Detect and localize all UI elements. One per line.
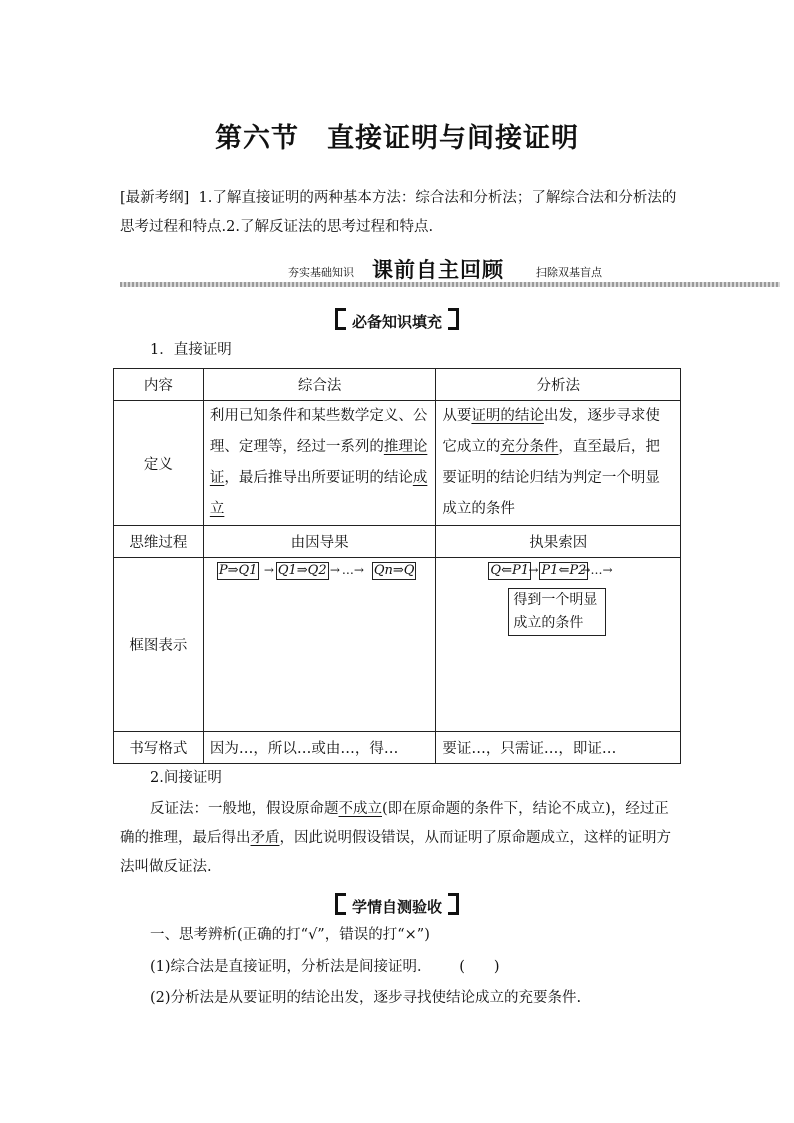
table-row [114,732,681,764]
page-title: 第六节 直接证明与间接证明 [215,123,579,154]
table-row [114,558,681,732]
banner-title: 课前自主回顾 [372,258,504,282]
table-header-cell: 内容 [114,369,204,401]
question-group-title: 一、思考辨析(正确的打“√”，错误的打“×”) [150,927,430,943]
flow-box: P⇒Q1 [218,563,258,578]
synthetic-definition: 利用已知条件和某些数学定义、公理、定理等，经过一系列的推理论证，最后推导出所要证明的结论成立 [203,401,436,526]
syllabus-block [120,184,680,242]
row-label-format: 书写格式 [114,732,204,764]
table-row [114,526,681,558]
syllabus-tag: [最新考纲] [120,190,190,206]
analytic-thinking: 执果索因 [436,526,681,558]
arrow-right-icon: → [528,563,539,577]
analytic-definition: 从要证明的结论出发，逐步寻求使它成立的充分条件，直至最后，把要证明的结论归结为判定一个明显成立的条件 [436,401,681,526]
flow-box: Q1⇒Q2 [277,563,327,578]
row-label-thinking: 思维过程 [114,526,204,558]
section-heading-selftest: 学情自测验收 [0,893,794,917]
flow-box: P1⇐P2 [541,563,587,578]
flow-ellipsis: →…→ [580,563,613,577]
section-heading-knowledge: 必备知识填充 [0,308,794,332]
syllabus-item-1: 1.了解直接证明的两种基本方法：综合法和分析法；了解综合法和分析法的思考过程和特点. [120,190,677,235]
row-label-definition: 定义 [114,401,204,526]
flow-final-box: 得到一个明显成立的条件 [508,588,606,636]
banner-rule [120,282,780,287]
arrow-right-icon: → [263,563,274,577]
indirect-proof-paragraph: 反证法：一般地，假设原命题不成立(即在原命题的条件下，结论不成立)，经过正确的推理，最后得出矛盾，因此说明假设错误，从而证明了原命题成立，这样的证明方法叫做反证法. [120,801,671,875]
synthetic-thinking: 由因导果 [203,526,436,558]
flow-box: Qn⇒Q [373,563,415,578]
analytic-format: 要证…，只需证…，即证… [436,732,681,764]
banner-right-caption: 扫除双基盲点 [536,266,602,279]
comparison-table [113,368,681,764]
bracket-left-icon [335,308,346,330]
flow-box: Q⇐P1 [490,563,529,578]
table-row [114,401,681,526]
flow-ellipsis: …→ [341,563,364,577]
section-banner [120,254,780,288]
bracket-right-icon [448,308,459,330]
syllabus-item-2: 2.了解反证法的思考过程和特点. [226,219,434,235]
synthetic-format: 因为…，所以…或由…，得… [203,732,436,764]
synthetic-flowchart [203,558,436,732]
question-2: (2)分析法是从要证明的结论出发，逐步寻找使结论成立的充要条件. [150,990,582,1006]
answer-blank: ( ) [459,959,500,975]
question-1: (1)综合法是直接证明，分析法是间接证明． ( ) [150,959,500,975]
table-header-cell: 综合法 [203,369,436,401]
row-label-diagram: 框图表示 [114,558,204,732]
bracket-left-icon [335,893,346,915]
analytic-flowchart [436,558,681,732]
bracket-right-icon [448,893,459,915]
subheading-direct-proof: 1．直接证明 [150,342,232,358]
table-row [114,369,681,401]
banner-left-caption: 夯实基础知识 [288,266,354,279]
subheading-indirect-proof: 2.间接证明 [150,770,222,786]
arrow-right-icon: → [329,563,340,577]
table-header-cell: 分析法 [436,369,681,401]
